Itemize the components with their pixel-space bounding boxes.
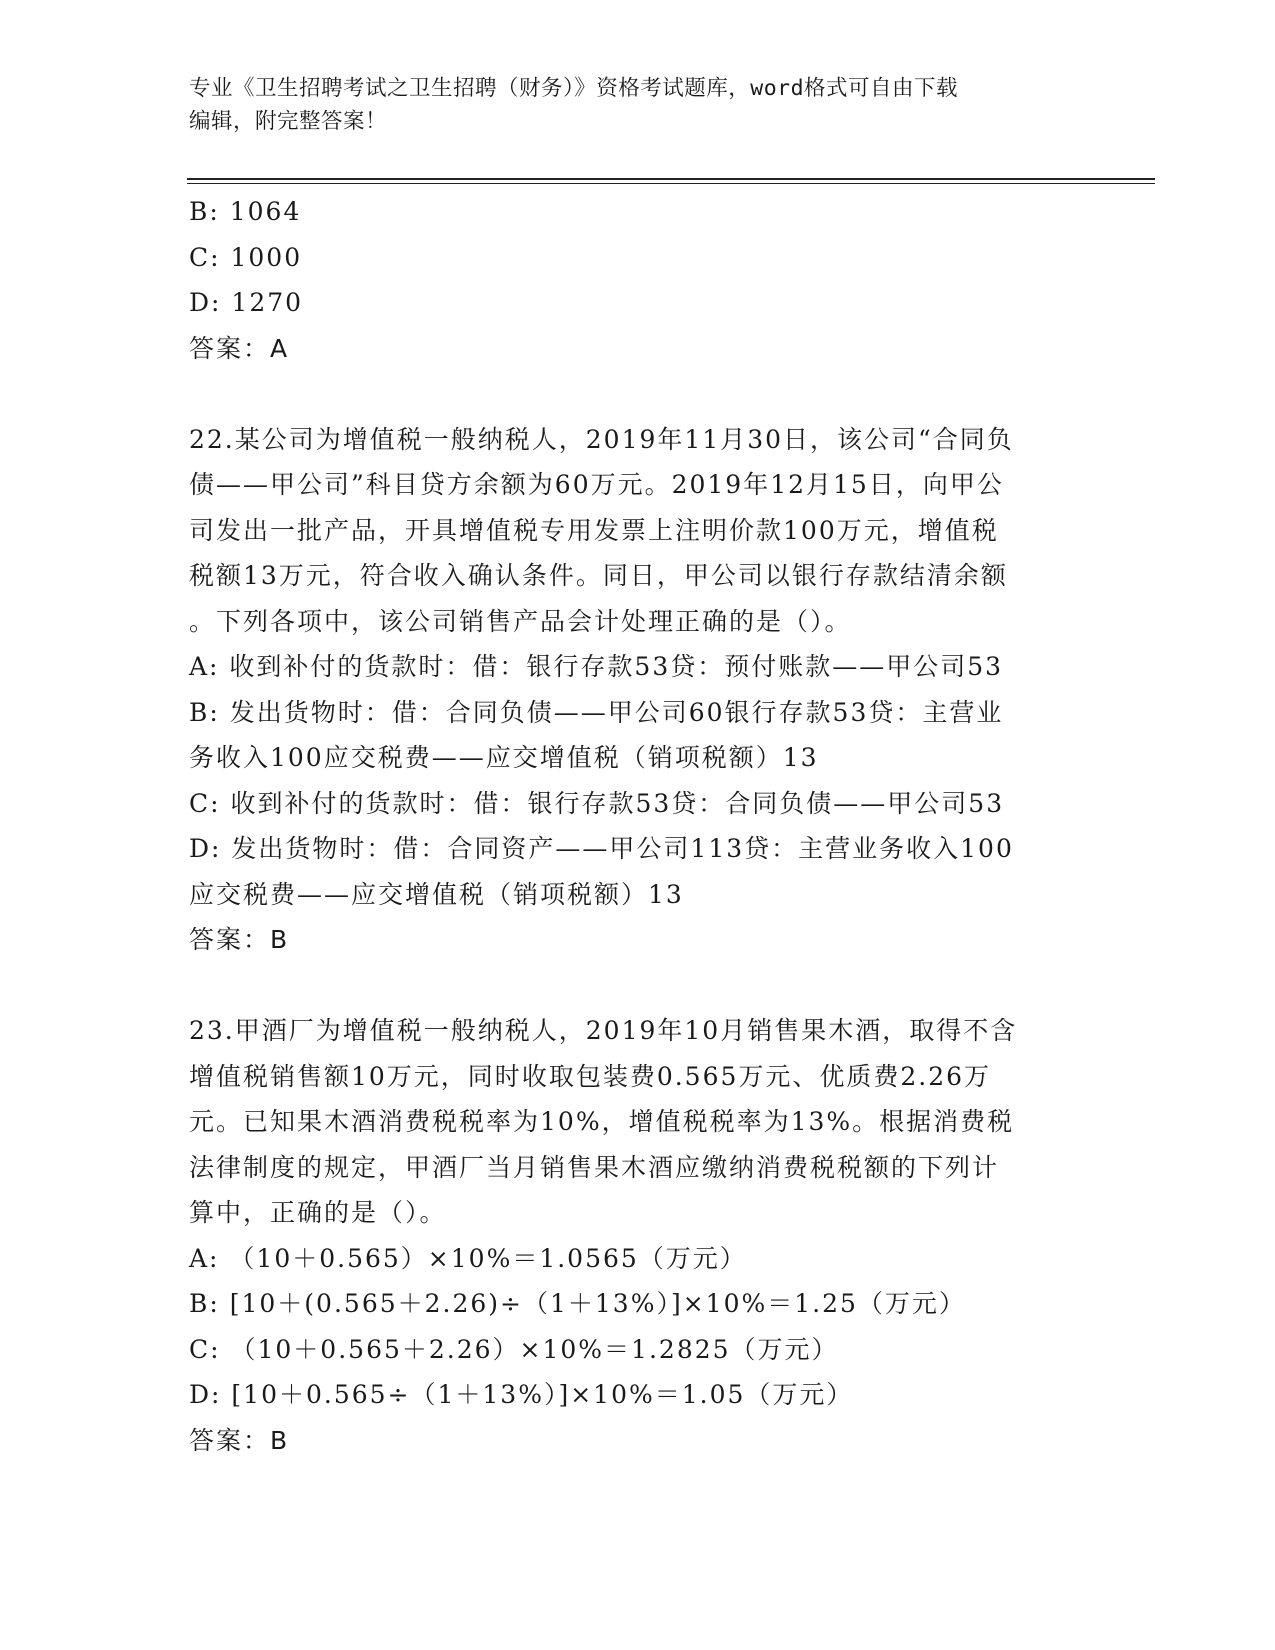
option-line: A: 收到补付的货款时：借：银行存款53贷：预付账款——甲公司53 bbox=[189, 652, 1004, 681]
option-line: 务收入100应交税费——应交增值税（销项税额）13 bbox=[189, 743, 819, 772]
question-stem-line: 司发出一批产品，开具增值税专用发票上注明价款100万元，增值税 bbox=[189, 515, 999, 545]
question-stem-line: 23.甲酒厂为增值税一般纳税人，2019年10月销售果木酒，取得不含 bbox=[189, 1016, 1018, 1045]
spacer bbox=[189, 371, 1089, 417]
answer-line: 答案：A bbox=[189, 333, 290, 363]
header-divider bbox=[187, 178, 1155, 180]
question-stem-line: 债——甲公司”科目贷方余额为60万元。2019年12月15日，向甲公 bbox=[189, 470, 1004, 499]
prev-question-options bbox=[189, 189, 1089, 326]
option-line: C: （10＋0.565＋2.26）×10%＝1.2825（万元） bbox=[189, 1334, 839, 1364]
question-23 bbox=[189, 1008, 1089, 1463]
option-line: D: 1270 bbox=[189, 288, 304, 317]
header-line: 编辑，附完整答案！ bbox=[189, 109, 388, 134]
question-stem-line: 算中，正确的是（）。 bbox=[189, 1198, 447, 1227]
document-body bbox=[189, 189, 1089, 1463]
question-stem-line: 法律制度的规定，甲酒厂当月销售果木酒应缴纳消费税税额的下列计 bbox=[189, 1152, 1000, 1182]
option-line: C: 1000 bbox=[189, 242, 303, 272]
header-line: 专业《卫生招聘考试之卫生招聘（财务）》资格考试题库，word格式可自由下载 bbox=[189, 76, 959, 101]
spacer bbox=[189, 963, 1089, 1009]
option-line: D: [10＋0.565÷（1＋13%）]×10%＝1.05（万元） bbox=[189, 1380, 854, 1409]
option-line: A: （10＋0.565）×10%＝1.0565（万元） bbox=[189, 1243, 747, 1273]
question-stem-line: 。下列各项中，该公司销售产品会计处理正确的是（）。 bbox=[189, 606, 852, 636]
option-line: B: [10＋(0.565＋2.26)÷（1＋13%）]×10%＝1.25（万元） bbox=[189, 1289, 966, 1318]
question-stem-line: 税额13万元，符合收入确认条件。同日，甲公司以银行存款结清余额 bbox=[189, 561, 1008, 590]
question-stem-line: 22.某公司为增值税一般纳税人，2019年11月30日，该公司“合同负 bbox=[189, 424, 1014, 454]
answer-line: 答案：B bbox=[189, 925, 290, 954]
header-divider-thin bbox=[187, 183, 1155, 184]
question-stem-line: 元。已知果木酒消费税税率为10%，增值税税率为13%。根据消费税 bbox=[189, 1107, 1015, 1136]
option-line: D: 发出货物时：借：合同资产——甲公司113贷：主营业务收入100 bbox=[189, 834, 1014, 863]
option-line: C: 收到补付的货款时：借：银行存款53贷：合同负债——甲公司53 bbox=[189, 788, 1005, 818]
option-line: 应交税费——应交增值税（销项税额）13 bbox=[189, 879, 684, 909]
answer-line: 答案：B bbox=[189, 1425, 290, 1455]
document-header bbox=[189, 72, 1089, 138]
question-22 bbox=[189, 417, 1089, 963]
option-line: B: 1064 bbox=[189, 197, 302, 226]
option-line: B: 发出货物时：借：合同负债——甲公司60银行存款53贷：主营业 bbox=[189, 697, 1004, 727]
question-stem-line: 增值税销售额10万元，同时收取包装费0.565万元、优质费2.26万 bbox=[189, 1061, 992, 1091]
